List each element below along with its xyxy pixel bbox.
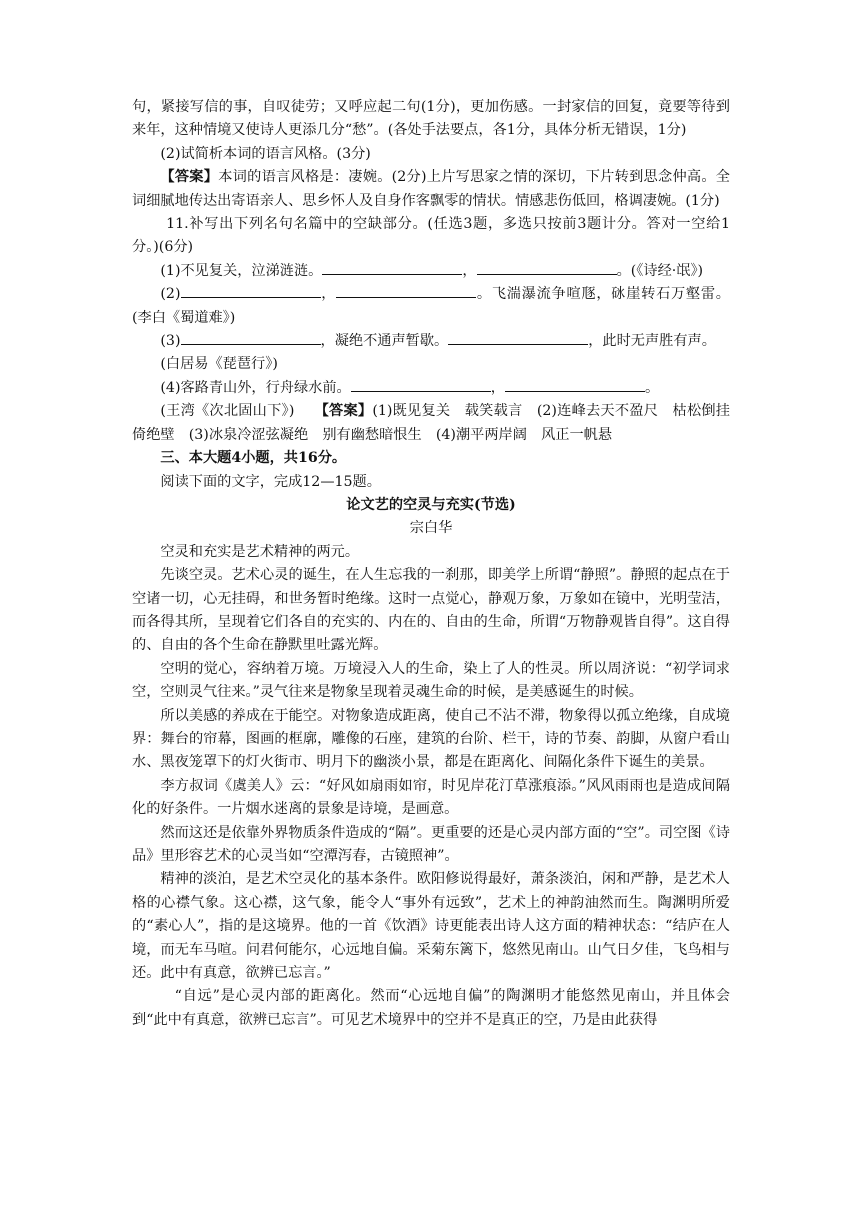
q11-item-1-sep: ， [462, 262, 477, 279]
q11-item-4-text: (4)客路青山外，行舟绿水前。 [160, 379, 351, 396]
article-title: 论文艺的空灵与充实(节选) [346, 496, 516, 513]
article-author: 宗白华 [409, 520, 453, 537]
q11-item-1 [132, 260, 730, 283]
article-paragraph: 然而这还是依靠外界物质条件造成的“隔”。更重要的还是心灵内部方面的“空”。司空图《诗品》里形容艺术的心灵当如“空潭泻春，古镜照神”。 [132, 824, 730, 864]
article-paragraph: 李方叔词《虞美人》云：“好风如扇雨如帘，时见岸花汀草涨痕添。”风风雨雨也是造成间隔化的好条件。一片烟水迷离的景象是诗境，是画意。 [132, 777, 730, 818]
answer-label: 【答案】 [314, 403, 373, 420]
q11-item-2-text: (2) [160, 286, 181, 303]
article-paragraph: “自远”是心灵内部的距离化。然而“心远地自偏”的陶渊明才能悠然见南山，并且体会到“此中有真意，欲辨已忘言”。可见艺术境界中的空并不是真正的空，乃是由此获得 [132, 988, 730, 1028]
article-paragraph: 空灵和充实是艺术精神的两元。 [160, 543, 360, 560]
article-paragraph: 空明的觉心，容纳着万境。万境浸入人的生命，染上了人的性灵。所以周济说：“初学词求空，空则灵气往来。”灵气往来是物象呈现着灵魂生命的时候，是美感诞生的时候。 [132, 660, 730, 701]
q11-item-2 [132, 283, 730, 330]
q11-item-3-source: (白居易《琵琶行》) [160, 356, 278, 373]
fill-blank [181, 330, 321, 345]
section-3-heading: 三、本大题4小题，共16分。 [160, 450, 347, 467]
fill-blank [336, 283, 476, 298]
q11-item-2-end: 。飞湍瀑流争喧豗，砯崖转石万壑雷。(李白《蜀道难》) [132, 286, 730, 326]
q11-item-2-sep: ， [320, 286, 337, 303]
fill-blank [448, 330, 588, 345]
fill-blank [181, 283, 321, 298]
answer-label: 【答案】 [160, 169, 219, 186]
q11-item-4 [132, 377, 730, 400]
article-paragraph: 精神的淡泊，是艺术空灵化的基本条件。欧阳修说得最好，萧条淡泊，闲和严静，是艺术人格的心襟气象。这心襟，这气象，能令人“事外有远致”，艺术上的神韵油然而生。陶渊明所爱的“素心人”，指的是这境界。他的一首《饮酒》诗更能表出诗人这方面的精神状态：“结庐在人境，而无车马喧。问君何能尔，心远地自偏。采菊东篱下，悠然见南山。山气日夕佳，飞鸟相与还。此中有真意，欲辨已忘言。” [132, 871, 730, 982]
q11-item-4-sep: ， [490, 379, 505, 396]
reading-instruction: 阅读下面的文字，完成12—15题。 [160, 473, 381, 490]
fill-blank [322, 260, 462, 275]
article-paragraph: 所以美感的养成在于能空。对物象造成距离，使自己不沾不滞，物象得以孤立绝缘，自成境界：舞台的帘幕，图画的框廓，雕像的石座，建筑的台阶、栏干，诗的节奏、韵脚，从窗户看山水、黑夜笼罩下的灯火街市、明月下的幽淡小景，都是在距离化、间隔化条件下诞生的美景。 [132, 707, 730, 771]
answer-text: (1)既见复关 载笑载言 (2)连峰去天不盈尺 枯松倒挂倚绝壁 (3)冰泉冷涩弦凝绝 别有幽愁暗恨生 (4)潮平两岸阔 风正一帆悬 [132, 403, 730, 443]
q10-question-2: (2)试简析本词的语言风格。(3分) [160, 145, 371, 162]
q11-item-4-end: 。 [644, 379, 660, 396]
fill-blank [477, 260, 617, 275]
q11-item-3-mid: ，凝绝不通声暂歇。 [320, 333, 449, 350]
fill-blank [351, 377, 491, 392]
q11-item-1-text: (1)不见复关，泣涕涟涟。 [160, 262, 323, 279]
article-paragraph: 先谈空灵。艺术心灵的诞生，在人生忘我的一刹那，即美学上所谓“静照”。静照的起点在于空诸一切，心无挂碍，和世务暂时绝缘。这时一点觉心，静观万象，万象如在镜中，光明莹洁，而各得其所，呈现着它们各自的充实的、内在的、自由的生命，所谓“万物静观皆自得”。这自得的、自由的各个生命在静默里吐露光辉。 [132, 567, 730, 654]
answer-text: 本词的语言风格是：凄婉。(2分)上片写思家之情的深切，下片转到思念仲高。全词细腻地传达出寄语亲人、思乡怀人及自身作客飘零的情状。情感悲伤低回，格调凄婉。(1分) [132, 169, 730, 209]
q11-item-3-text: (3) [160, 333, 181, 350]
q10-analysis-paragraph: 句，紧接写信的事，自叹徒劳；又呼应起二句(1分)，更加伤感。一封家信的回复，竟要等待到来年，这种情境又使诗人更添几分“愁”。(各处手法要点，各1分，具体分析无错误，1分) [132, 99, 730, 139]
q11-intro: 11.补写出下列名句名篇中的空缺部分。(任选3题，多选只按前3题计分。答对一空给1分。)(6分) [132, 216, 730, 256]
q11-item-3-end: ，此时无声胜有声。 [588, 333, 716, 350]
q11-item-1-end: 。(《诗经·氓》) [616, 262, 704, 279]
q11-item-3 [132, 330, 730, 353]
q11-item-4-source: (王湾《次北固山下》) [160, 403, 295, 420]
document-body [132, 96, 730, 1032]
fill-blank [505, 377, 645, 392]
q11-answer [132, 400, 730, 447]
q10-answer [132, 166, 730, 213]
